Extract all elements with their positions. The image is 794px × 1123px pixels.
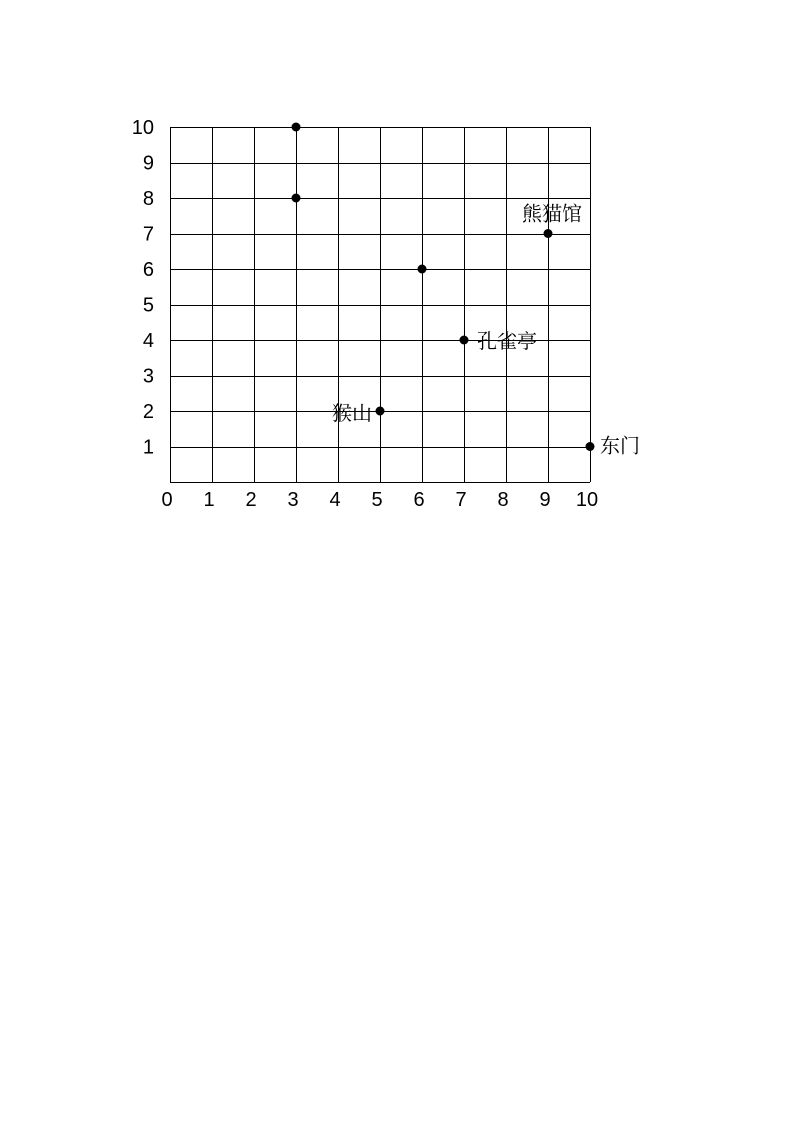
x-tick-label: 2 bbox=[245, 489, 257, 511]
x-tick-label: 9 bbox=[539, 489, 551, 511]
x-tick-label: 4 bbox=[329, 489, 341, 511]
x-tick-label: 7 bbox=[455, 489, 467, 511]
data-point bbox=[376, 407, 385, 416]
grid-lines bbox=[170, 127, 591, 483]
data-point bbox=[418, 265, 427, 274]
data-point bbox=[460, 336, 469, 345]
x-tick-label: 8 bbox=[497, 489, 509, 511]
y-tick-label: 6 bbox=[142, 259, 154, 281]
x-tick-label: 6 bbox=[413, 489, 425, 511]
x-tick-label: 10 bbox=[575, 489, 599, 511]
point-labels bbox=[332, 202, 640, 458]
y-tick-label: 1 bbox=[142, 436, 154, 459]
x-tick-label: 1 bbox=[203, 489, 215, 511]
y-tick-label: 7 bbox=[142, 223, 154, 246]
point-label: 孔雀亭 bbox=[477, 329, 537, 353]
y-tick-label: 10 bbox=[131, 117, 154, 139]
point-label: 东门 bbox=[600, 433, 640, 458]
data-point bbox=[292, 194, 301, 203]
point-label: 熊猫馆 bbox=[522, 201, 582, 226]
data-point bbox=[544, 229, 553, 238]
y-tick-label: 2 bbox=[142, 401, 154, 423]
x-tick-label: 0 bbox=[161, 489, 173, 511]
y-tick-label: 3 bbox=[142, 365, 154, 388]
x-tick-label: 5 bbox=[371, 489, 383, 511]
data-point bbox=[586, 442, 595, 451]
y-tick-label: 5 bbox=[142, 294, 154, 317]
tick-labels bbox=[132, 117, 598, 511]
point-label: 猴山 bbox=[332, 401, 372, 425]
y-tick-label: 9 bbox=[142, 152, 154, 175]
data-point bbox=[292, 123, 301, 132]
x-tick-label: 3 bbox=[287, 489, 299, 511]
y-tick-label: 8 bbox=[142, 188, 154, 210]
y-tick-label: 4 bbox=[142, 330, 154, 352]
